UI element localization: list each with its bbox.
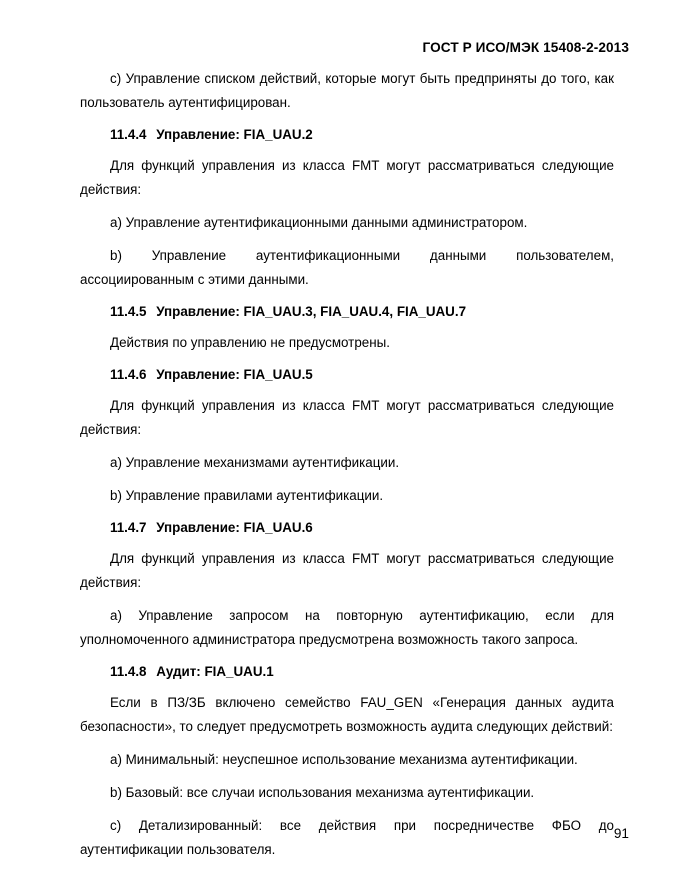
- section-title: Аудит: FIA_UAU.1: [156, 664, 274, 679]
- list-item: a) Управление аутентификационными данными администратором.: [110, 215, 528, 230]
- section-heading: [80, 517, 614, 539]
- paragraph: Для функций управления из класса FMT могут рассматриваться следующие действия:: [80, 398, 614, 437]
- document-header: ГОСТ Р ИСО/МЭК 15408-2-2013: [422, 40, 629, 55]
- section-number: 11.4.5: [110, 304, 147, 319]
- section-number: 11.4.8: [110, 664, 147, 679]
- list-item: c) Детализированный: все действия при посредничестве ФБО до аутентификации пользователя.: [80, 818, 614, 857]
- section-number: 11.4.4: [110, 127, 147, 142]
- section-title: Управление: FIA_UAU.3, FIA_UAU.4, FIA_UAU.7: [156, 304, 467, 319]
- page-number: 91: [613, 826, 629, 841]
- section-number: 11.4.6: [110, 367, 147, 382]
- list-item: a) Управление запросом на повторную аутентификацию, если для уполномоченного администратора предусмотрена возможность такого запроса.: [80, 608, 614, 647]
- section-title: Управление: FIA_UAU.6: [156, 520, 313, 535]
- section-title: Управление: FIA_UAU.5: [156, 367, 313, 382]
- list-item: b) Управление правилами аутентификации.: [110, 488, 384, 503]
- list-item: b) Управление аутентификационными данными пользователем, ассоциированным с этими данными.: [80, 248, 614, 287]
- section-heading: [80, 661, 614, 683]
- section-title: Управление: FIA_UAU.2: [156, 127, 313, 142]
- section-heading: [80, 301, 614, 323]
- paragraph: c) Управление списком действий, которые могут быть предприняты до того, как пользователь аутентифицирован.: [80, 71, 614, 110]
- list-item: a) Управление механизмами аутентификации.: [110, 455, 400, 470]
- paragraph: Если в ПЗ/ЗБ включено семейство FAU_GEN «Генерация данных аудита безопасности», то следует предусмотреть возможность аудита следующих действий:: [80, 695, 614, 734]
- paragraph: Действия по управлению не предусмотрены.: [110, 335, 390, 350]
- section-heading: [80, 124, 614, 146]
- list-item: b) Базовый: все случаи использования механизма аутентификации.: [110, 785, 535, 800]
- section-number: 11.4.7: [110, 520, 147, 535]
- section-heading: [80, 364, 614, 386]
- list-item: a) Минимальный: неуспешное использование механизма аутентификации.: [110, 752, 578, 767]
- paragraph: Для функций управления из класса FMT могут рассматриваться следующие действия:: [80, 158, 614, 197]
- document-body: [80, 67, 614, 871]
- paragraph: Для функций управления из класса FMT могут рассматриваться следующие действия:: [80, 551, 614, 590]
